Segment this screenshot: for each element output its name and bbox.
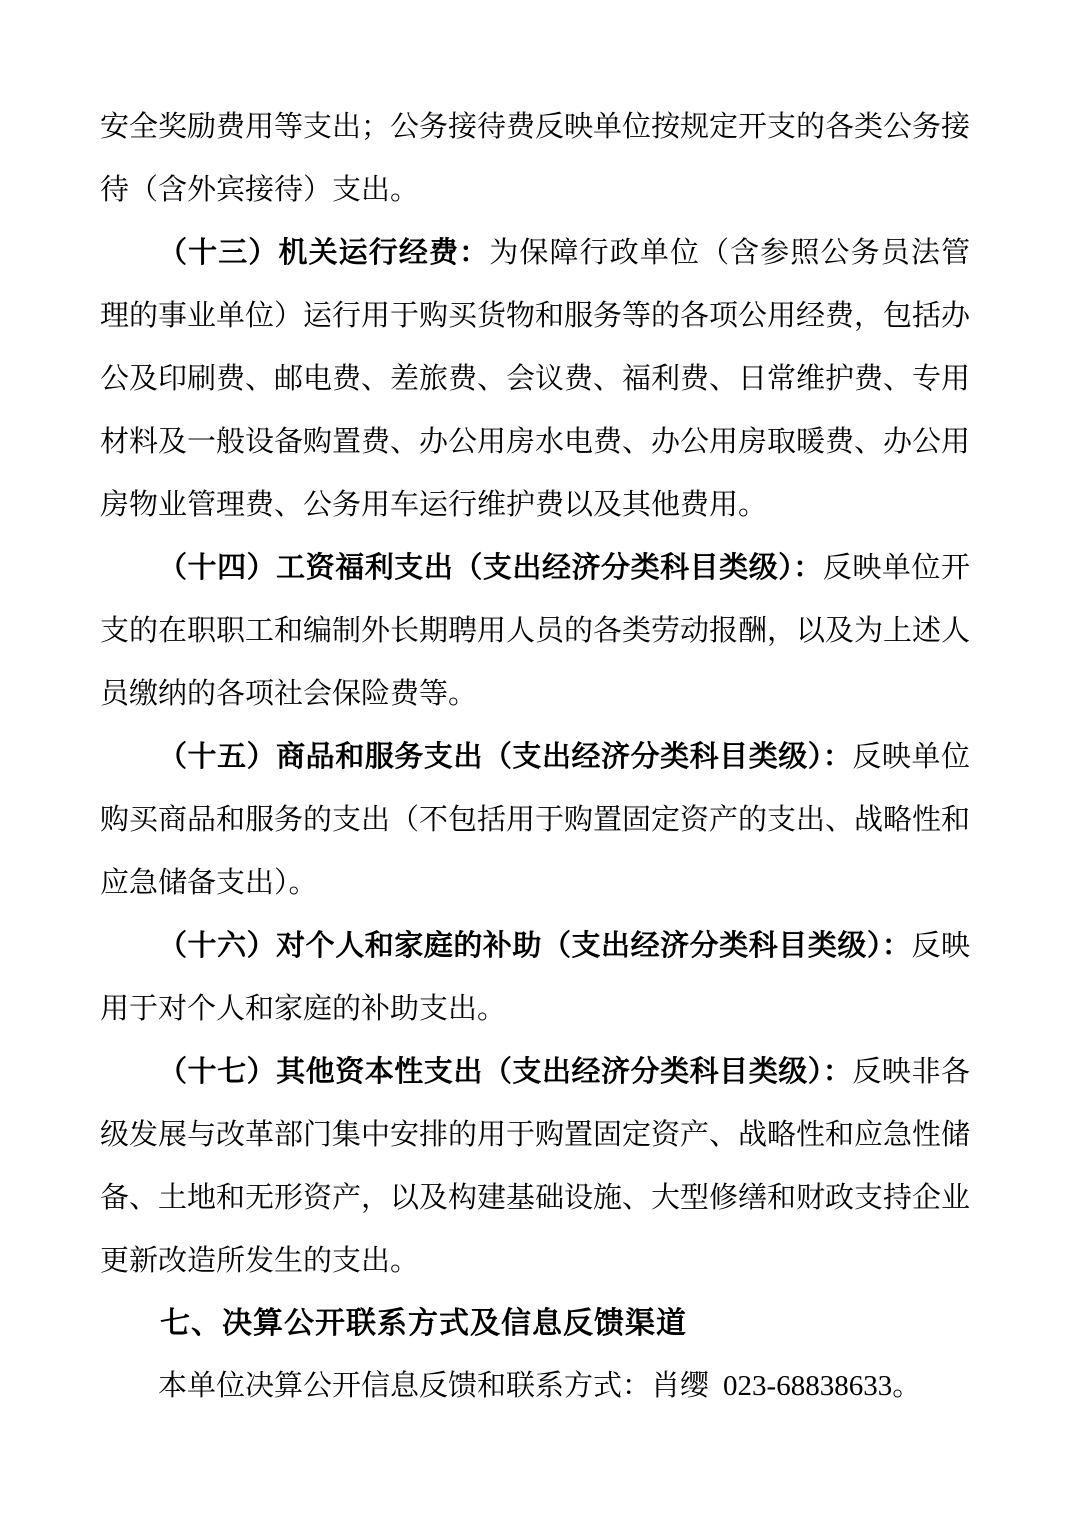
paragraph-item-15 xyxy=(100,726,970,915)
paragraph-continuation xyxy=(100,96,970,222)
paragraph-text: 反映非各级发展与改革部门集中安排的用于购置固定资产、战略性和应急性储备、土地和无形资产，以及构建基础设施、大型修缮和财政支持企业更新改造所发生的支出。 xyxy=(100,1056,971,1277)
paragraph-lead: （十六）对个人和家庭的补助（支出经济分类科目类级）： xyxy=(158,930,912,962)
contact-line xyxy=(100,1355,970,1418)
paragraph-lead: （十七）其他资本性支出（支出经济分类科目类级）： xyxy=(158,1056,853,1088)
contact-name: 肖缨 xyxy=(651,1370,710,1402)
paragraph-text: 反映单位购买商品和服务的支出（不包括用于购置固定资产的支出、战略性和应急储备支出）。 xyxy=(100,741,971,899)
paragraph-text: 反映用于对个人和家庭的补助支出。 xyxy=(100,930,970,1025)
paragraph-item-17 xyxy=(100,1041,970,1293)
contact-suffix: 。 xyxy=(892,1370,922,1402)
paragraph-lead: （十三）机关运行经费： xyxy=(158,237,490,269)
contact-phone: 023-68838633 xyxy=(723,1370,893,1402)
paragraph-text: 为保障行政单位（含参照公务员法管理的事业单位）运行用于购买货物和服务等的各项公用经费，包括办公及印刷费、邮电费、差旅费、会议费、福利费、日常维护费、专用材料及一般设备购置费、办公用房水电费、办公用房取暖费、办公用房物业管理费、公务用车运行维护费以及其他费用。 xyxy=(100,237,971,521)
contact-prefix: 本单位决算公开信息反馈和联系方式： xyxy=(158,1370,652,1402)
document-content xyxy=(100,96,970,1418)
paragraph-item-14 xyxy=(100,537,970,726)
paragraph-item-13 xyxy=(100,222,970,537)
paragraph-lead: （十五）商品和服务支出（支出经济分类科目类级）： xyxy=(158,741,853,773)
section-heading: 七、决算公开联系方式及信息反馈渠道 xyxy=(160,1307,687,1340)
paragraph-text: 安全奖励费用等支出；公务接待费反映单位按规定开支的各类公务接待（含外宾接待）支出。 xyxy=(100,111,971,206)
paragraph-text: 反映单位开支的在职职工和编制外长期聘用人员的各类劳动报酬，以及为上述人员缴纳的各项社会保险费等。 xyxy=(100,552,971,710)
paragraph-lead: （十四）工资福利支出（支出经济分类科目类级）： xyxy=(158,552,823,584)
paragraph-item-16 xyxy=(100,915,970,1041)
